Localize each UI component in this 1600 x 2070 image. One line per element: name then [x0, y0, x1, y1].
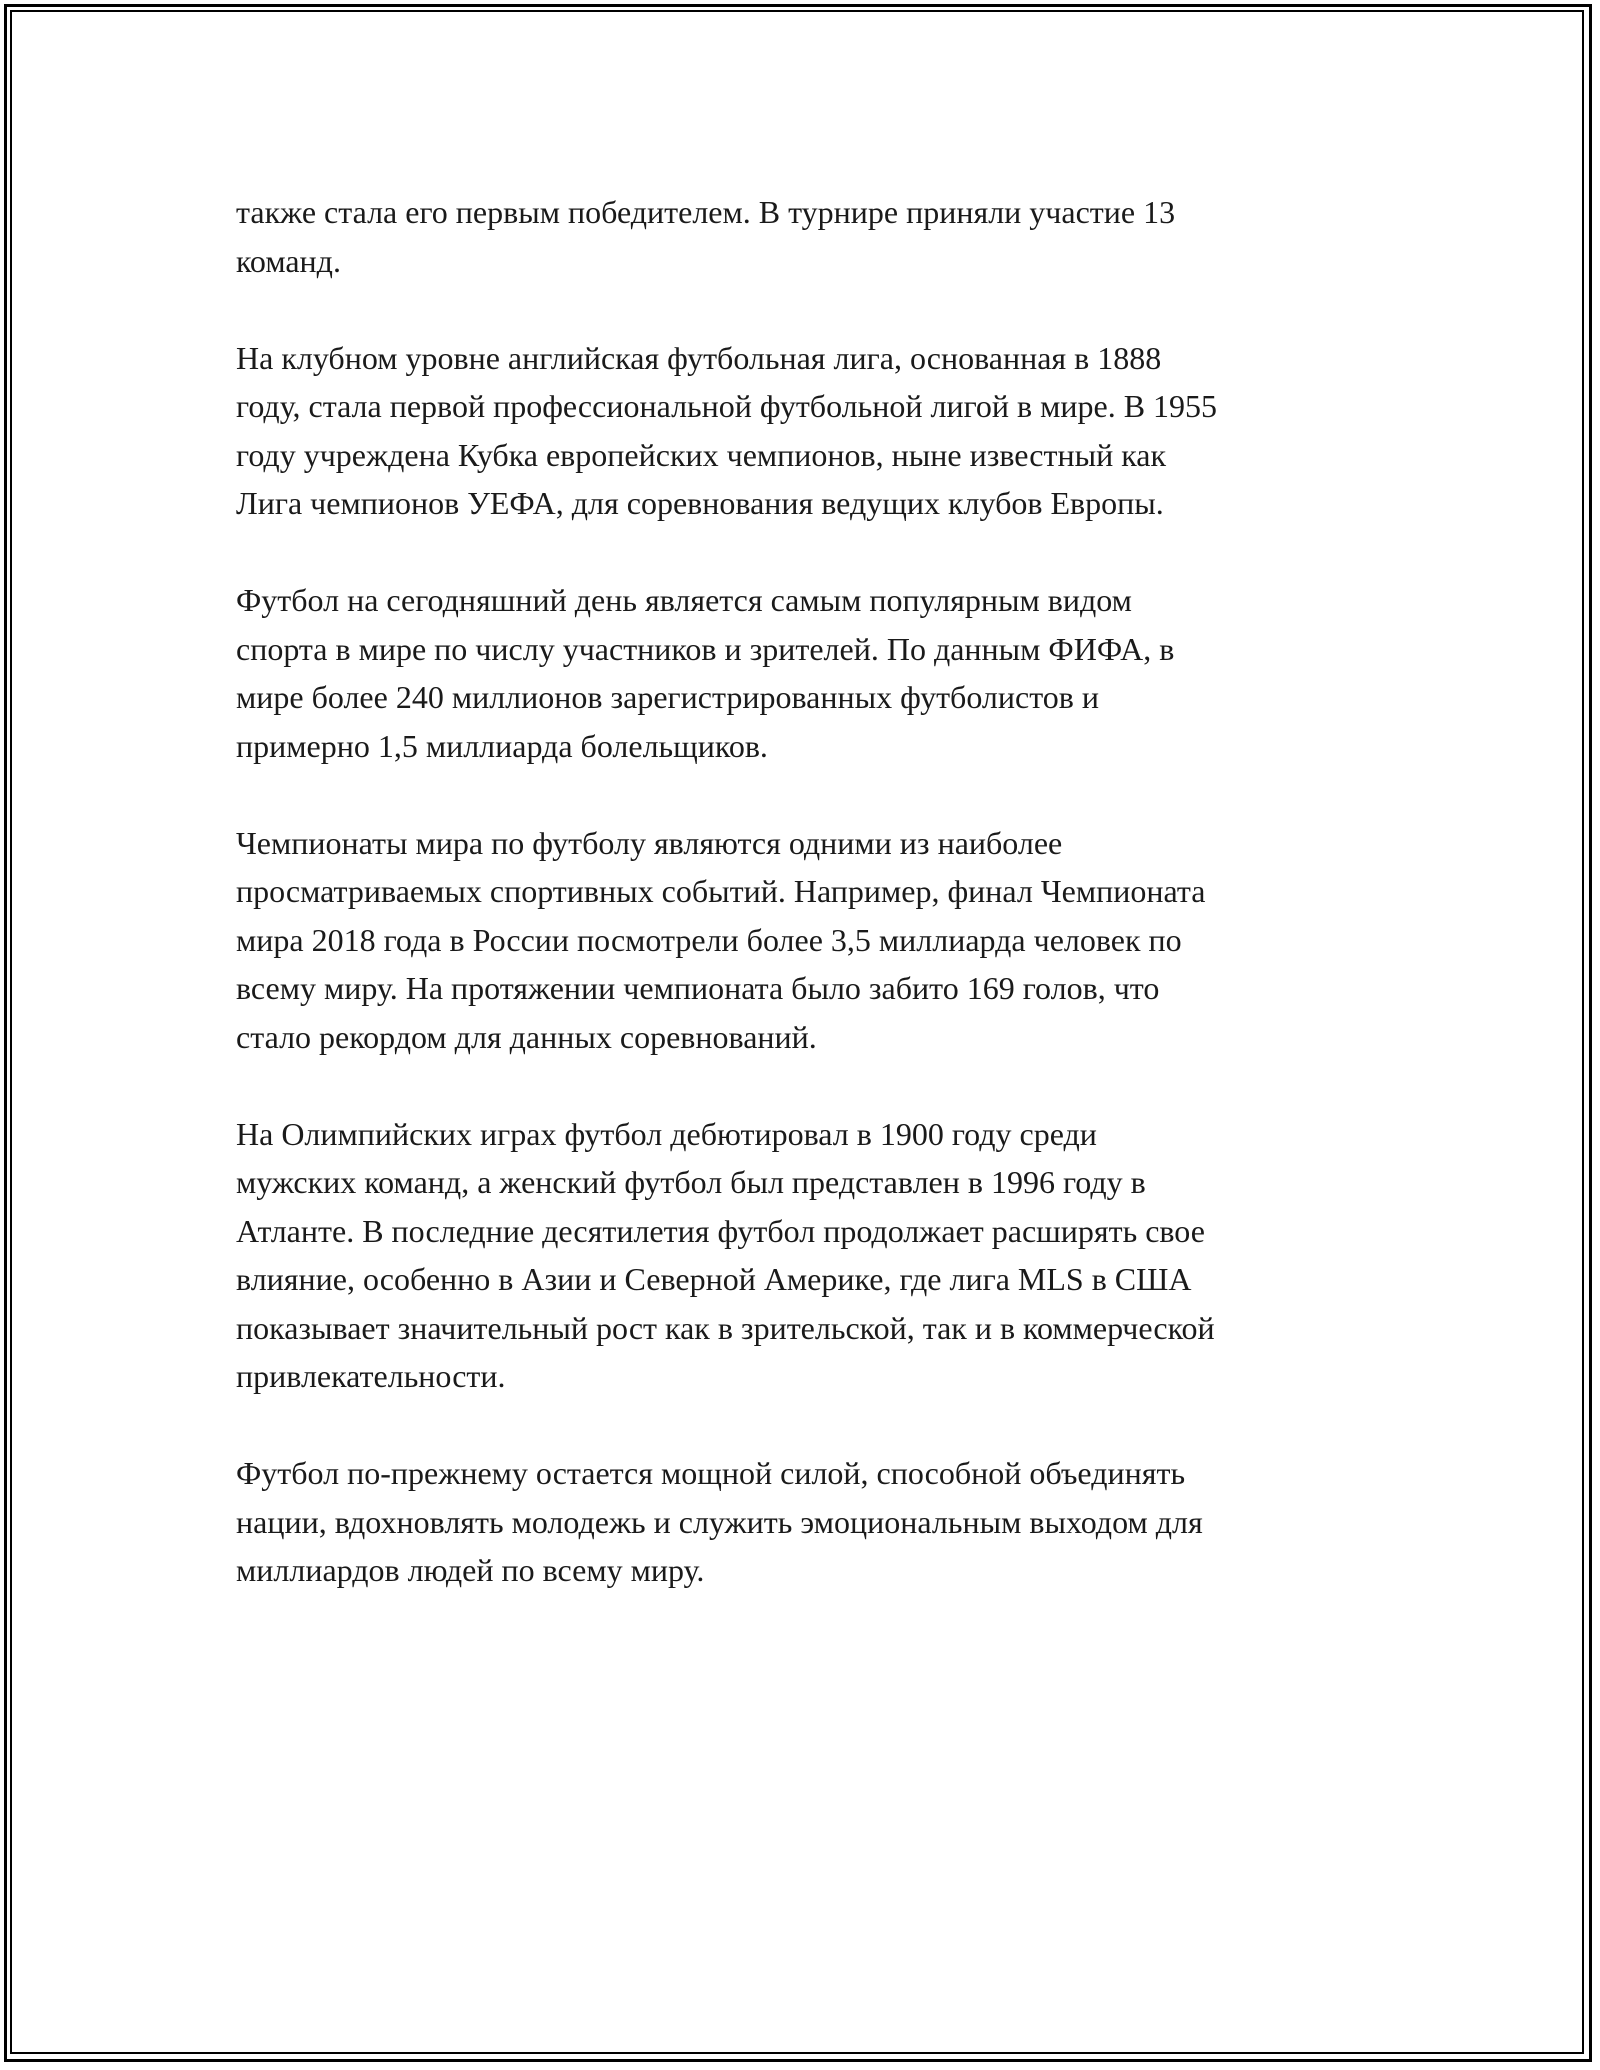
paragraph-4 [236, 819, 1376, 1062]
text-line: Лига чемпионов УЕФА, для соревнования ведущих клубов Европы. [236, 485, 1164, 521]
text-line: привлекательности. [236, 1358, 506, 1394]
text-line: году учреждена Кубка европейских чемпионов, ныне известный как [236, 436, 1167, 473]
text-line: Чемпионаты мира по футболу являются одними из наиболее [236, 824, 1063, 861]
text-line: мира 2018 года в России посмотрели более 3,5 миллиарда человек по [236, 921, 1182, 958]
text-line: показывает значительный рост как в зрительской, так и в коммерческой [236, 1309, 1215, 1346]
text-line: На Олимпийских играх футбол дебютировал в 1900 году среди [236, 1115, 1097, 1152]
text-line: влияние, особенно в Азии и Северной Америке, где лига MLS в США [236, 1261, 1192, 1297]
text-line: мужских команд, а женский футбол был представлен в 1996 году в [236, 1164, 1146, 1200]
text-line: примерно 1,5 миллиарда болельщиков. [236, 727, 768, 764]
text-line: Футбол по-прежнему остается мощной силой, способной объединять [236, 1455, 1186, 1491]
text-line: миллиардов людей по всему миру. [236, 1552, 705, 1588]
text-line: Футбол на сегодняшний день является самым популярным видом [236, 582, 1132, 618]
document-body [236, 188, 1376, 1643]
text-line: просматриваемых спортивных событий. Например, финал Чемпионата [236, 873, 1206, 909]
paragraph-2 [236, 334, 1376, 528]
text-line: стало рекордом для данных соревнований. [236, 1018, 817, 1055]
text-line: также стала его первым победителем. В турнире приняли участие 13 [236, 194, 1176, 230]
text-line: всему миру. На протяжении чемпионата было забито 169 голов, что [236, 970, 1160, 1006]
paragraph-3 [236, 576, 1376, 770]
text-line: мире более 240 миллионов зарегистрированных футболистов и [236, 679, 1099, 715]
paragraph-6 [236, 1449, 1376, 1595]
text-line: Атланте. В последние десятилетия футбол продолжает расширять свое [236, 1212, 1205, 1249]
text-line: спорта в мире по числу участников и зрителей. По данным ФИФА, в [236, 630, 1175, 667]
text-line: нации, вдохновлять молодежь и служить эмоциональным выходом для [236, 1503, 1203, 1540]
paragraph-1 [236, 188, 1376, 285]
paragraph-5 [236, 1110, 1376, 1401]
text-line: На клубном уровне английская футбольная лига, основанная в 1888 [236, 339, 1162, 376]
text-line: команд. [236, 242, 341, 279]
text-line: году, стала первой профессиональной футбольной лигой в мире. В 1955 [236, 388, 1218, 424]
